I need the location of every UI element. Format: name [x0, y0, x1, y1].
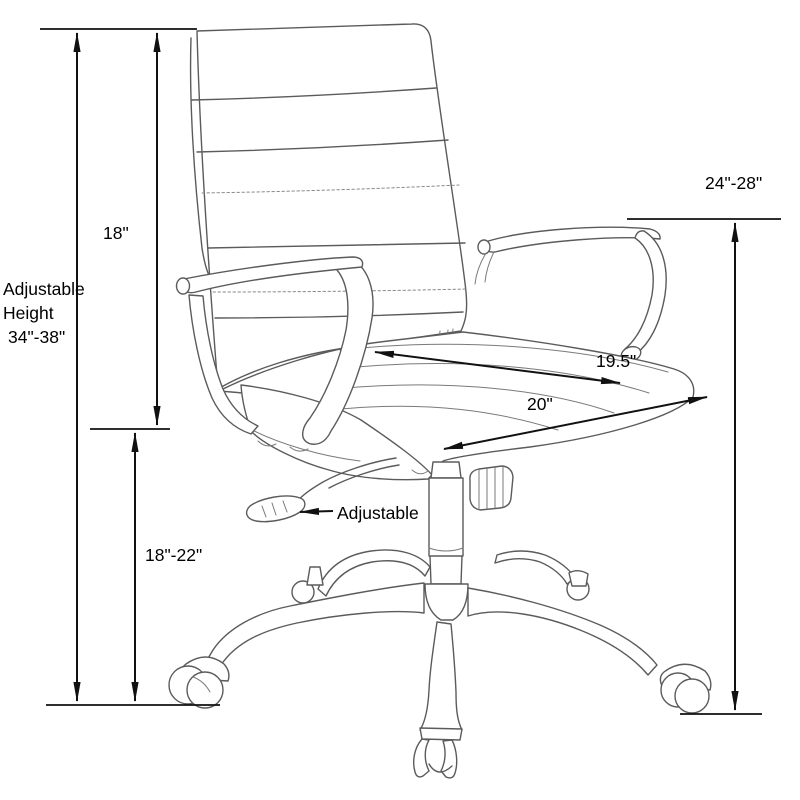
chair-line-art [169, 24, 711, 778]
base-hub [425, 584, 468, 620]
base-left-leg [169, 583, 424, 708]
chair-backrest [191, 24, 467, 389]
gas-cylinder [425, 462, 468, 620]
seat-floor-height-value: 18"-22" [145, 545, 203, 565]
overall-height-label-line1: Adjustable [3, 279, 85, 299]
seat-width-value: 20" [527, 394, 553, 414]
lever-handle [247, 496, 305, 522]
overall-height-label-line2: Height [3, 303, 54, 323]
lever-pointer-arrow [300, 511, 333, 512]
base-front-leg [414, 622, 462, 778]
lever-label: Adjustable [337, 503, 419, 523]
back-height-value: 18" [103, 223, 129, 243]
right-armrest-end-cap [478, 240, 490, 254]
seat-depth-value: 19.5" [596, 351, 637, 371]
overall-height-value: 34"-38" [8, 327, 66, 347]
base-right-leg [468, 588, 711, 713]
tilt-tension-knob [470, 466, 513, 510]
left-armrest-end-cap [177, 278, 190, 294]
front-caster-fork [414, 739, 429, 777]
arm-height-value: 24"-28" [705, 173, 763, 193]
